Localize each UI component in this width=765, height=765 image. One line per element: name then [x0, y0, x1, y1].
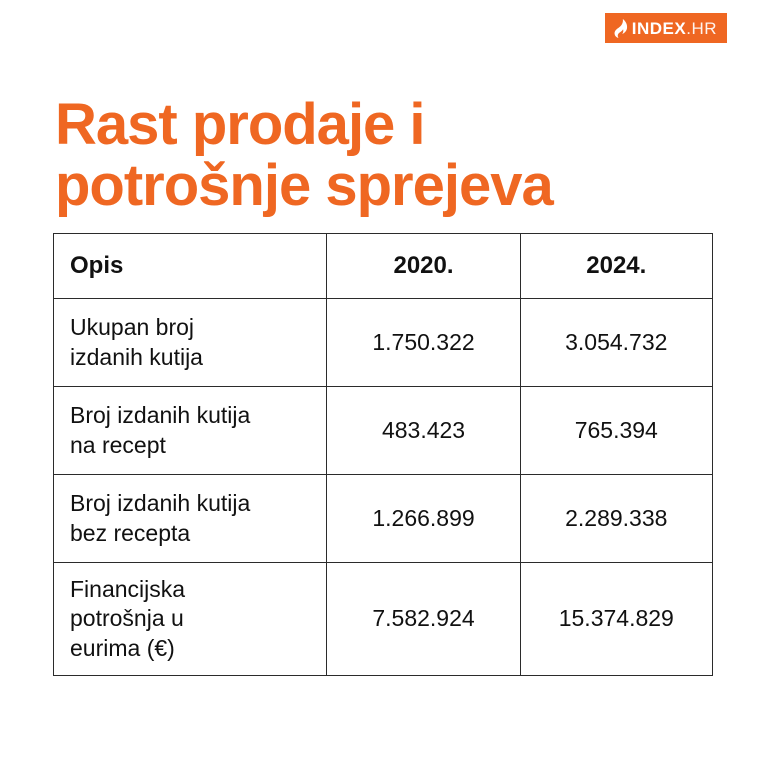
row-label-nonprescription-boxes — [54, 475, 327, 563]
cell-prescription-boxes-2020: 483.423 — [327, 387, 520, 475]
cell-total-boxes-2020: 1.750.322 — [327, 299, 520, 387]
logo-wordmark — [632, 20, 717, 37]
row-label-line-2: na recept — [70, 431, 166, 458]
index-flame-icon — [613, 19, 628, 38]
table-row — [54, 563, 713, 676]
row-label-line-1: Broj izdanih kutija — [70, 490, 251, 517]
logo-text-suffix: .HR — [686, 18, 717, 38]
row-label-total-boxes — [54, 299, 327, 387]
cell-prescription-boxes-2024: 765.394 — [520, 387, 712, 475]
data-table — [53, 233, 713, 676]
row-label-line-1: Broj izdanih kutija — [70, 402, 251, 429]
column-header-description: Opis — [54, 234, 327, 299]
cell-financial-spend-2020: 7.582.924 — [327, 563, 520, 676]
page-title-line-2: potrošnje sprejeva — [55, 153, 553, 219]
table-row — [54, 299, 713, 387]
row-label-line-2: izdanih kutija — [70, 343, 203, 370]
cell-financial-spend-2024: 15.374.829 — [520, 563, 712, 676]
row-label-line-2: bez recepta — [70, 519, 191, 546]
logo-text-index: INDEX — [631, 18, 687, 38]
page-title-line-1: Rast prodaje i — [55, 91, 425, 157]
row-label-line-1: Ukupan broj — [70, 314, 195, 341]
cell-nonprescription-boxes-2024: 2.289.338 — [520, 475, 712, 563]
column-header-2024: 2024. — [520, 234, 712, 299]
cell-total-boxes-2024: 3.054.732 — [520, 299, 712, 387]
column-header-2020: 2020. — [327, 234, 520, 299]
row-label-financial-spend — [54, 563, 327, 676]
row-label-prescription-boxes — [54, 387, 327, 475]
table-row — [54, 475, 713, 563]
cell-nonprescription-boxes-2020: 1.266.899 — [327, 475, 520, 563]
page-title — [55, 91, 705, 219]
row-label-line-3: eurima (€) — [70, 634, 175, 661]
table-header-row — [54, 234, 713, 299]
table-row — [54, 387, 713, 475]
row-label-line-1: Financijska — [70, 576, 186, 602]
data-table-container — [53, 233, 713, 676]
index-hr-logo — [605, 13, 727, 43]
row-label-line-2: potrošnja u — [70, 605, 184, 632]
